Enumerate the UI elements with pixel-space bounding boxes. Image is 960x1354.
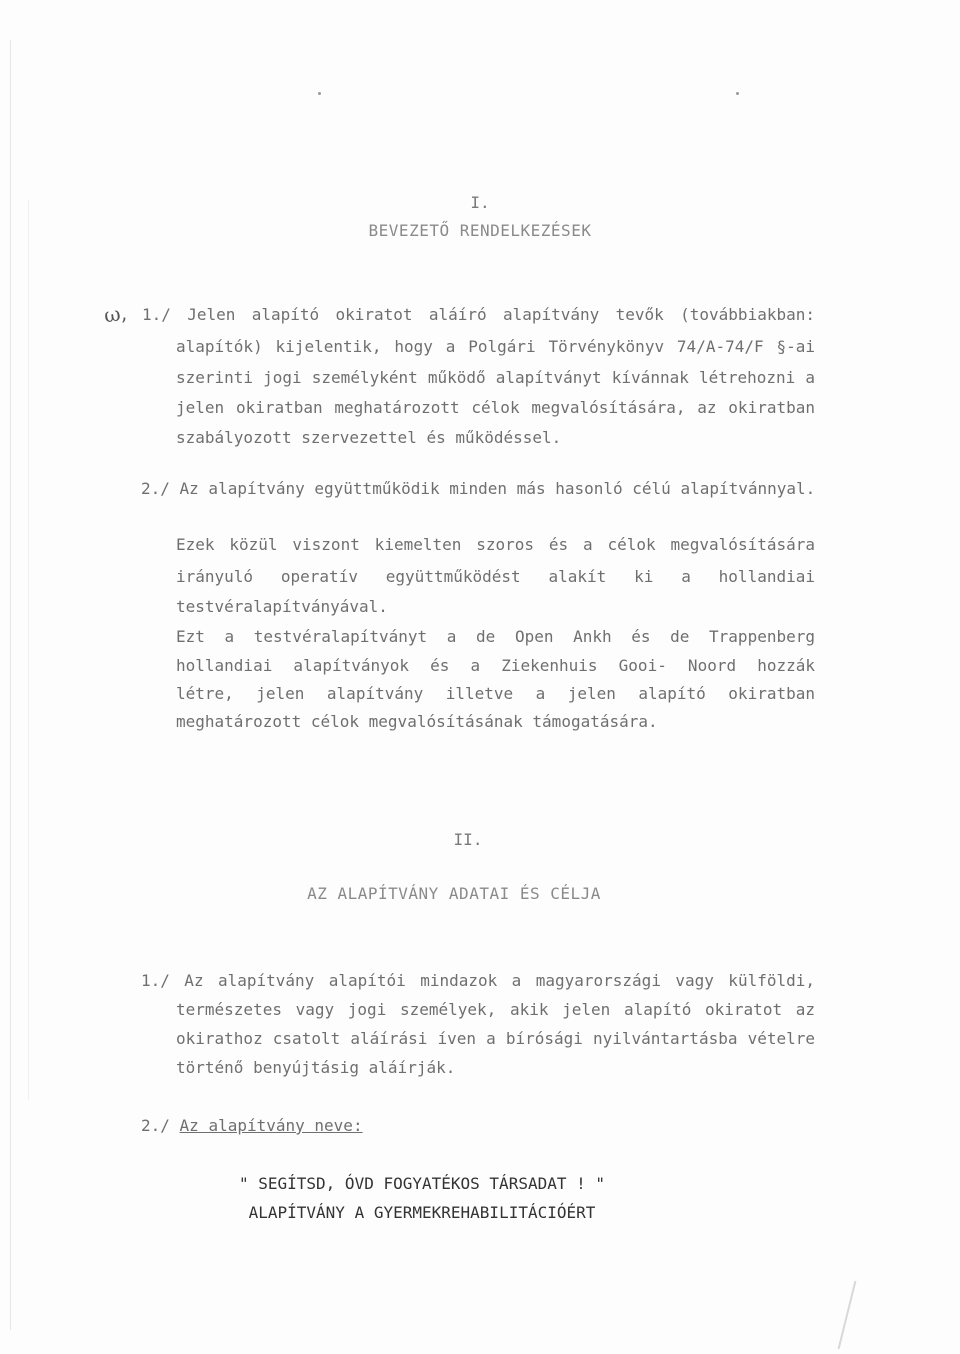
paragraph-line: alapítók) kijelentik, hogy a Polgári Törvénykönyv 74/A-74/F §-ai [176,337,815,356]
paragraph-line: természetes vagy jogi személyek, akik jelen alapító okiratot az [176,1000,815,1019]
paragraph-line: létre, jelen alapítvány illetve a jelen alapító okiratban [176,684,815,703]
section-number: I. [470,193,490,212]
scan-edge-line [838,1281,857,1349]
scan-speck [318,92,321,95]
paragraph-heading [141,1116,363,1136]
paragraph-line: okirathoz csatolt aláírási íven a bírósági nyilvántartásba vételre [176,1029,815,1048]
foundation-subtitle: ALAPÍTVÁNY A GYERMEKREHABILITÁCIÓÉRT [248,1203,596,1222]
paragraph-line: hollandiai alapítványok és a Ziekenhuis Gooi- Noord hozzák [176,656,815,675]
paragraph-line: 2./ Az alapítvány együttműködik minden más hasonló célú alapítvánnyal. [141,479,816,498]
paragraph-line: testvéralapítványával. [176,597,388,616]
paragraph-line: jelen okiratban meghatározott célok megvalósítására, az okiratban [176,398,815,417]
scan-speck [736,92,739,95]
paragraph-line: irányuló operatív együttműködést alakít ki a hollandiai [176,567,815,586]
section-title: BEVEZETŐ RENDELKEZÉSEK [368,221,592,240]
paragraph-line: szabályozott szervezettel és működéssel. [176,428,562,447]
paragraph-line: Ezek közül viszont kiemelten szoros és a célok megvalósítására [176,535,815,554]
paragraph-line: történő benyújtásig aláírják. [176,1058,456,1077]
paragraph-number: 2./ [141,1116,170,1135]
handwritten-mark: ω, [102,300,129,328]
paragraph-line: 1./ Jelen alapító okiratot aláíró alapítvány tevők (továbbiakban: [142,305,815,324]
section-title: AZ ALAPÍTVÁNY ADATAI ÉS CÉLJA [307,884,601,903]
foundation-name: " SEGÍTSD, ÓVD FOGYATÉKOS TÁRSADAT ! " [238,1174,606,1193]
paragraph-line: szerinti jogi személyként működő alapítványt kívánnak létrehozni a [176,368,815,387]
field-label: Az alapítvány neve: [179,1116,363,1135]
paragraph-line: 1./ Az alapítvány alapítói mindazok a magyarországi vagy külföldi, [141,971,815,990]
paragraph-line: meghatározott célok megvalósításának támogatására. [176,712,658,731]
paragraph-line: Ezt a testvéralapítványt a de Open Ankh és de Trappenberg [176,627,815,646]
scan-edge-line [28,200,29,1100]
section-number: II. [453,830,483,849]
